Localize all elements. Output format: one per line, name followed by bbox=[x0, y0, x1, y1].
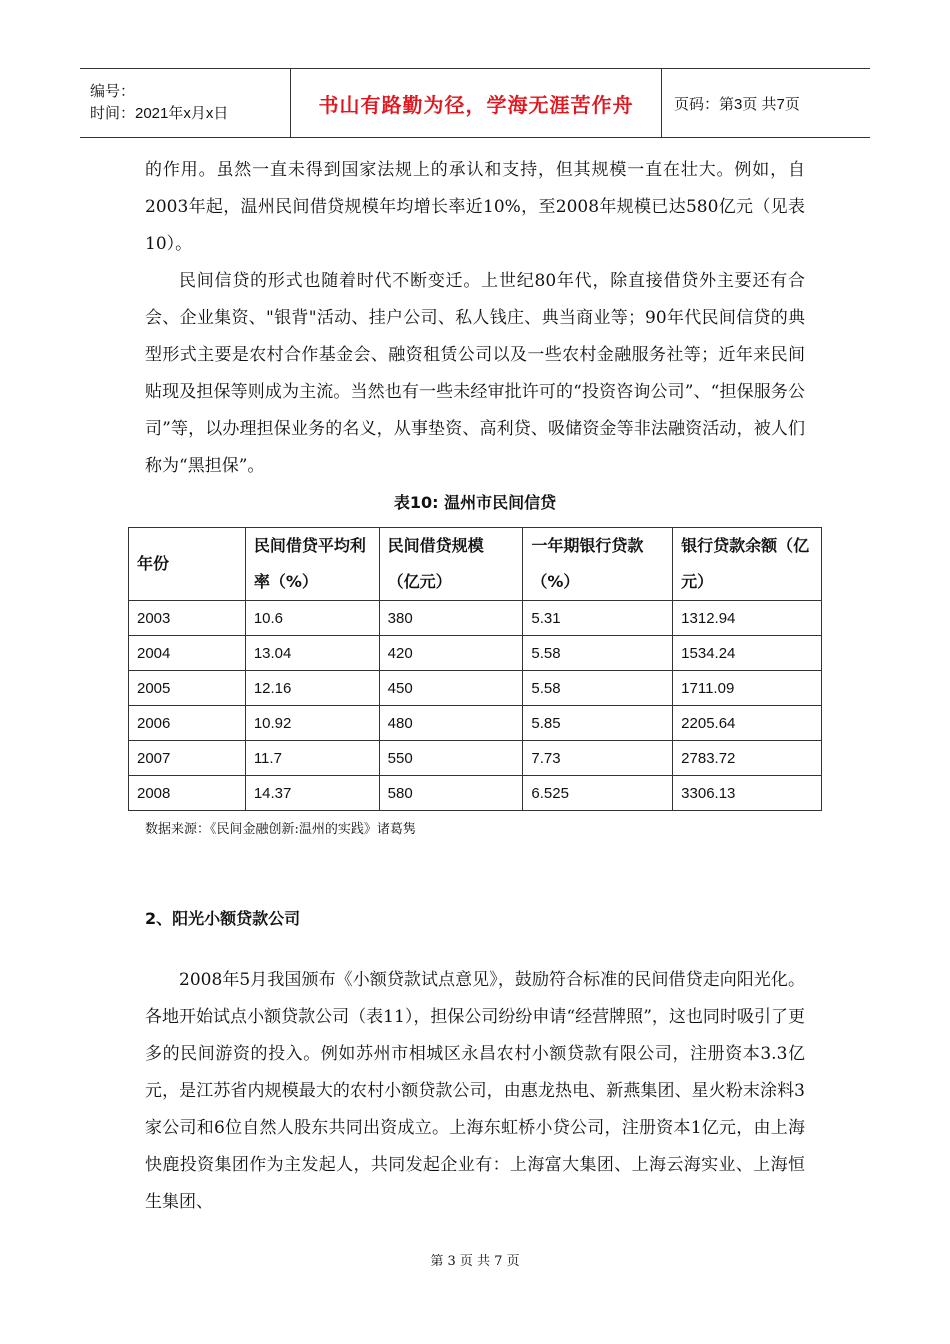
header-left bbox=[80, 69, 290, 137]
page-footer: 第 3 页 共 7 页 bbox=[430, 1254, 520, 1269]
cell: 7.73 bbox=[523, 741, 673, 776]
header-right bbox=[662, 69, 870, 137]
cell: 10.92 bbox=[245, 706, 379, 741]
cell: 2003 bbox=[129, 601, 246, 636]
table-row bbox=[129, 741, 822, 776]
cell: 13.04 bbox=[245, 636, 379, 671]
credit-table bbox=[128, 527, 822, 811]
cell: 2007 bbox=[129, 741, 246, 776]
cell: 2008 bbox=[129, 776, 246, 811]
cell: 5.31 bbox=[523, 601, 673, 636]
cell: 5.58 bbox=[523, 671, 673, 706]
table-row bbox=[129, 776, 822, 811]
cell: 10.6 bbox=[245, 601, 379, 636]
cell: 450 bbox=[379, 671, 523, 706]
cell: 2783.72 bbox=[673, 741, 822, 776]
cell: 550 bbox=[379, 741, 523, 776]
header-private-rate: 民间借贷平均利率（%） bbox=[245, 528, 379, 601]
cell: 480 bbox=[379, 706, 523, 741]
page-info: 页码：第3页 共7页 bbox=[674, 95, 800, 113]
table-row bbox=[129, 706, 822, 741]
header-year: 年份 bbox=[129, 528, 246, 601]
cell: 1711.09 bbox=[673, 671, 822, 706]
table-row bbox=[129, 671, 822, 706]
header-private-scale: 民间借贷规模（亿元） bbox=[379, 528, 523, 601]
cell: 5.85 bbox=[523, 706, 673, 741]
cell: 6.525 bbox=[523, 776, 673, 811]
cell: 11.7 bbox=[245, 741, 379, 776]
cell: 5.58 bbox=[523, 636, 673, 671]
header-middle bbox=[290, 69, 662, 137]
paragraph-2: 民间信贷的形式也随着时代不断变迁。上世纪80年代，除直接借贷外主要还有合会、企业集资、"银背"活动、挂户公司、私人钱庄、典当商业等；90年代民间信贷的典型形式主要是农村合作基金会、融资租赁公司以及一些农村金融服务社等；近年来民间贴现及担保等则成为主流。当然也有一些未经审批许可的“投资咨询公司”、“担保服务公司”等，以办理担保业务的名义，从事垫资、高利贷、吸储资金等非法融资活动，被人们称为“黑担保”。 bbox=[145, 271, 805, 476]
table-title: 表10: 温州市民间信贷 bbox=[393, 493, 557, 512]
cell: 3306.13 bbox=[673, 776, 822, 811]
cell: 14.37 bbox=[245, 776, 379, 811]
cell: 420 bbox=[379, 636, 523, 671]
paragraph-1: 的作用。虽然一直未得到国家法规上的承认和支持，但其规模一直在壮大。例如，自2003年起，温州民间借贷规模年均增长率近10%，至2008年规模已达580亿元（见表10）。 bbox=[145, 160, 805, 254]
header-bank-rate: 一年期银行贷款（%） bbox=[523, 528, 673, 601]
cell: 2205.64 bbox=[673, 706, 822, 741]
cell: 12.16 bbox=[245, 671, 379, 706]
number-label: 编号： bbox=[90, 83, 136, 100]
cell: 580 bbox=[379, 776, 523, 811]
cell: 380 bbox=[379, 601, 523, 636]
time-label: 时间：2021年x月x日 bbox=[90, 105, 229, 122]
table-header-row bbox=[129, 528, 822, 601]
top-text bbox=[145, 152, 805, 485]
cell: 2005 bbox=[129, 671, 246, 706]
table-row bbox=[129, 636, 822, 671]
section-text bbox=[145, 962, 805, 1221]
page-header bbox=[80, 68, 870, 138]
cell: 2004 bbox=[129, 636, 246, 671]
header-bank-balance: 银行贷款余额（亿元） bbox=[673, 528, 822, 601]
cell: 2006 bbox=[129, 706, 246, 741]
table-source: 数据来源：《民间金融创新:温州的实践》诸葛隽 bbox=[145, 822, 416, 837]
motto: 书山有路勤为径，学海无涯苦作舟 bbox=[318, 92, 634, 117]
section-title: 2、阳光小额贷款公司 bbox=[145, 909, 301, 928]
section-paragraph: 2008年5月我国颁布《小额贷款试点意见》，鼓励符合标准的民间借贷走向阳光化。各地开始试点小额贷款公司（表11），担保公司纷纷申请“经营牌照”，这也同时吸引了更多的民间游资的投入。例如苏州市相城区永昌农村小额贷款有限公司，注册资本3.3亿元，是江苏省内规模最大的农村小额贷款公司，由惠龙热电、新燕集团、星火粉末涂料3家公司和6位自然人股东共同出资成立。上海东虹桥小贷公司，注册资本1亿元，由上海快鹿投资集团作为主发起人，共同发起企业有：上海富大集团、上海云海实业、上海恒生集团、 bbox=[145, 970, 805, 1212]
table-row bbox=[129, 601, 822, 636]
cell: 1312.94 bbox=[673, 601, 822, 636]
cell: 1534.24 bbox=[673, 636, 822, 671]
